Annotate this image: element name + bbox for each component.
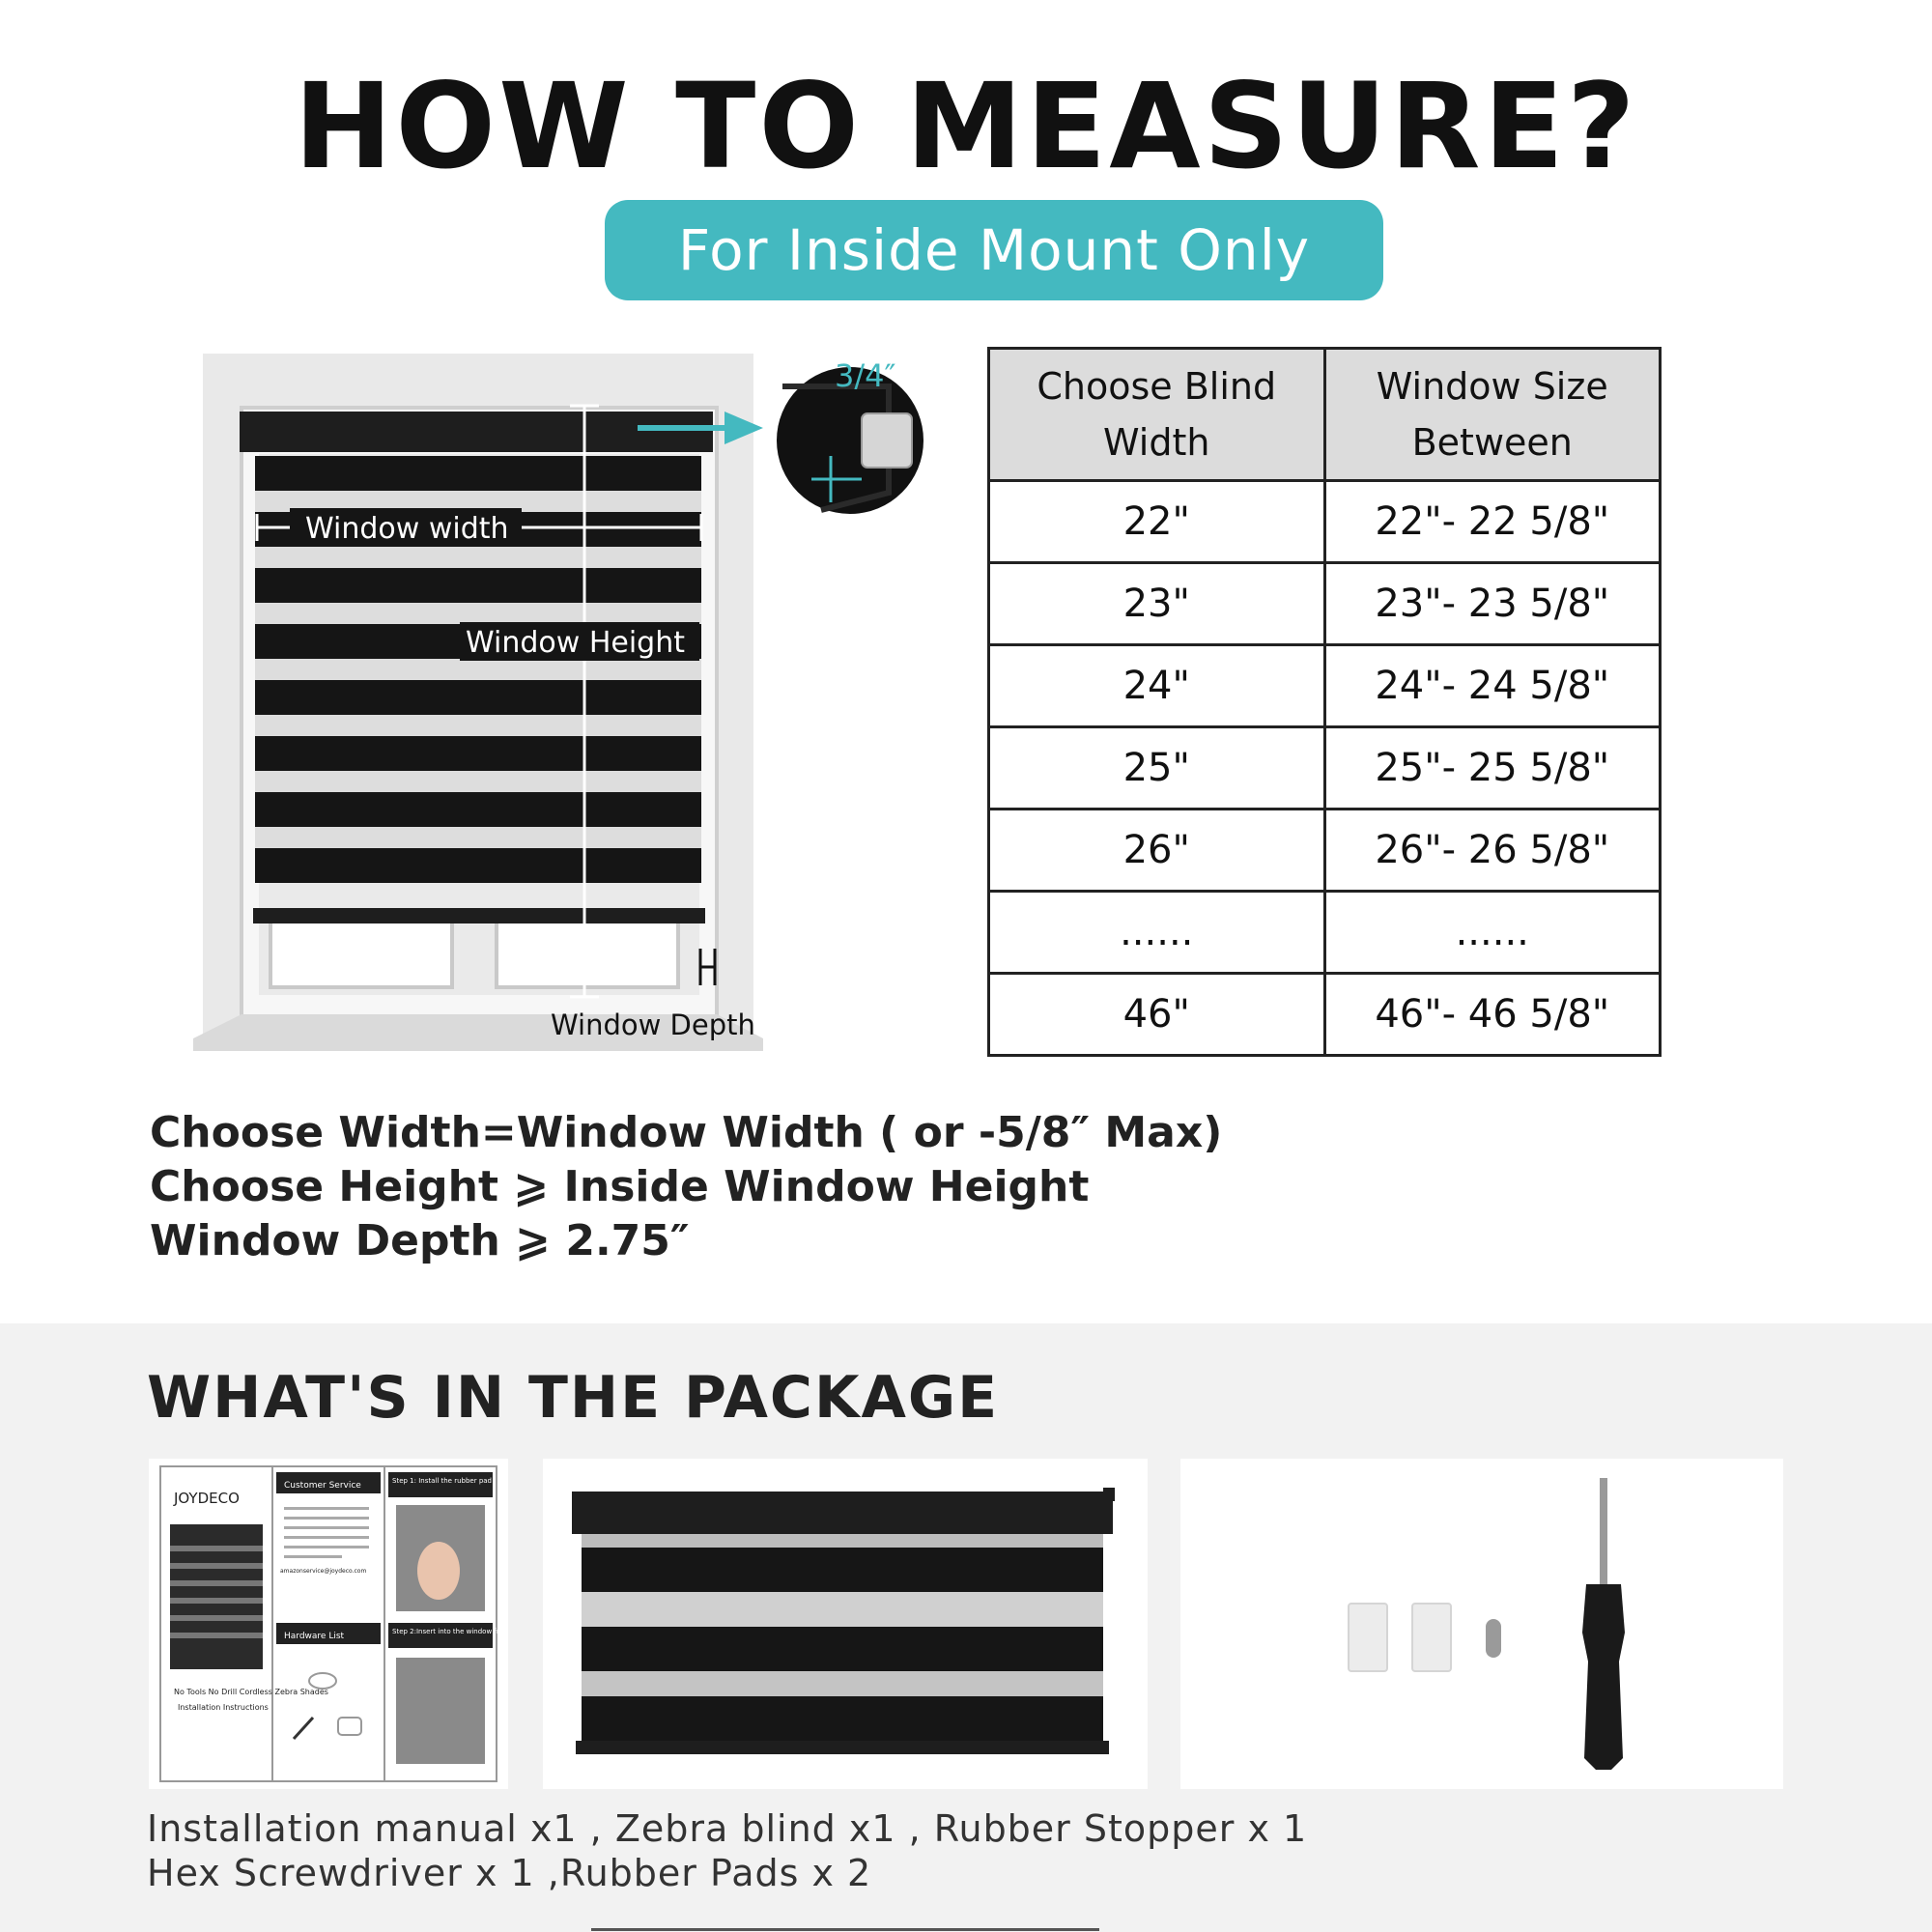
col-header-blind-width: Choose Blind Width <box>989 349 1325 481</box>
installation-manual-image <box>149 1459 508 1789</box>
table-row <box>989 892 1661 974</box>
package-contents <box>147 1806 1307 1895</box>
hardware-image <box>1180 1459 1783 1789</box>
table-cell: 24"- 24 5/8" <box>1324 645 1661 727</box>
table-row <box>989 645 1661 727</box>
table-cell: 46" <box>989 974 1325 1056</box>
mount-type-badge: For Inside Mount Only <box>605 200 1383 300</box>
manual-hardware-list: Hardware List <box>284 1632 345 1641</box>
package-title: WHAT'S IN THE PACKAGE <box>147 1364 1000 1432</box>
manual-step2: Step 2:Insert into the window frame <box>392 1628 508 1635</box>
table-cell: 23"- 23 5/8" <box>1324 563 1661 645</box>
table-cell: ...... <box>1324 892 1661 974</box>
table-cell: 24" <box>989 645 1325 727</box>
zebra-blind-image <box>543 1459 1148 1789</box>
table-cell: 22"- 22 5/8" <box>1324 481 1661 563</box>
manual-brand: JOYDECO <box>174 1490 240 1507</box>
zebra-blind-card <box>543 1459 1148 1789</box>
screwdriver-shaft <box>1600 1478 1607 1584</box>
package-contents-line1: Installation manual x1 , Zebra blind x1 , Rubber Stopper x 1 <box>147 1807 1308 1850</box>
table-row <box>989 727 1661 810</box>
headrail <box>240 412 713 452</box>
rule-width: Choose Width=Window Width ( or -5/8″ Max) <box>150 1108 1223 1157</box>
rubber-stopper-icon <box>1486 1619 1501 1658</box>
size-table-header-row <box>989 349 1661 481</box>
rule-depth: Window Depth ⩾ 2.75″ <box>150 1216 690 1265</box>
table-row <box>989 810 1661 892</box>
measure-rules <box>150 1106 1222 1268</box>
manual-card <box>149 1459 508 1789</box>
table-cell: 26" <box>989 810 1325 892</box>
window-depth-label: Window Depth <box>551 1009 755 1041</box>
col-header-window-size: Window Size Between <box>1324 349 1661 481</box>
manual-cover-title: No Tools No Drill Cordless Zebra Shades <box>174 1688 328 1696</box>
bracket-depth-label: 3/4″ <box>835 357 896 394</box>
divider <box>591 1928 1099 1931</box>
table-cell: 46"- 46 5/8" <box>1324 974 1661 1056</box>
size-table <box>987 347 1662 1057</box>
rule-height: Choose Height ⩾ Inside Window Height <box>150 1162 1090 1211</box>
table-row <box>989 563 1661 645</box>
table-cell: 25"- 25 5/8" <box>1324 727 1661 810</box>
table-cell: 23" <box>989 563 1325 645</box>
page-title: HOW TO MEASURE? <box>294 58 1638 195</box>
table-row <box>989 974 1661 1056</box>
rubber-pad-icon <box>1412 1604 1451 1671</box>
manual-step1: Step 1: Install the rubber pad <box>392 1477 492 1485</box>
hardware-card <box>1180 1459 1783 1789</box>
package-contents-line2: Hex Screwdriver x 1 ,Rubber Pads x 2 <box>147 1852 872 1894</box>
bottom-rail <box>253 908 705 923</box>
table-cell: ...... <box>989 892 1325 974</box>
manual-cover-subtitle: Installation Instructions <box>178 1703 269 1712</box>
table-cell: 26"- 26 5/8" <box>1324 810 1661 892</box>
table-cell: 25" <box>989 727 1325 810</box>
manual-email: amazonservice@joydeco.com <box>280 1568 367 1575</box>
manual-customer-service: Customer Service <box>284 1481 361 1491</box>
rubber-stopper <box>862 413 912 468</box>
table-row <box>989 481 1661 563</box>
table-cell: 22" <box>989 481 1325 563</box>
window-height-label: Window Height <box>466 626 685 660</box>
window-width-label: Window width <box>305 512 509 546</box>
rubber-pad-icon <box>1349 1604 1387 1671</box>
window-measure-diagram <box>193 348 927 1063</box>
screwdriver-icon <box>1582 1584 1625 1770</box>
